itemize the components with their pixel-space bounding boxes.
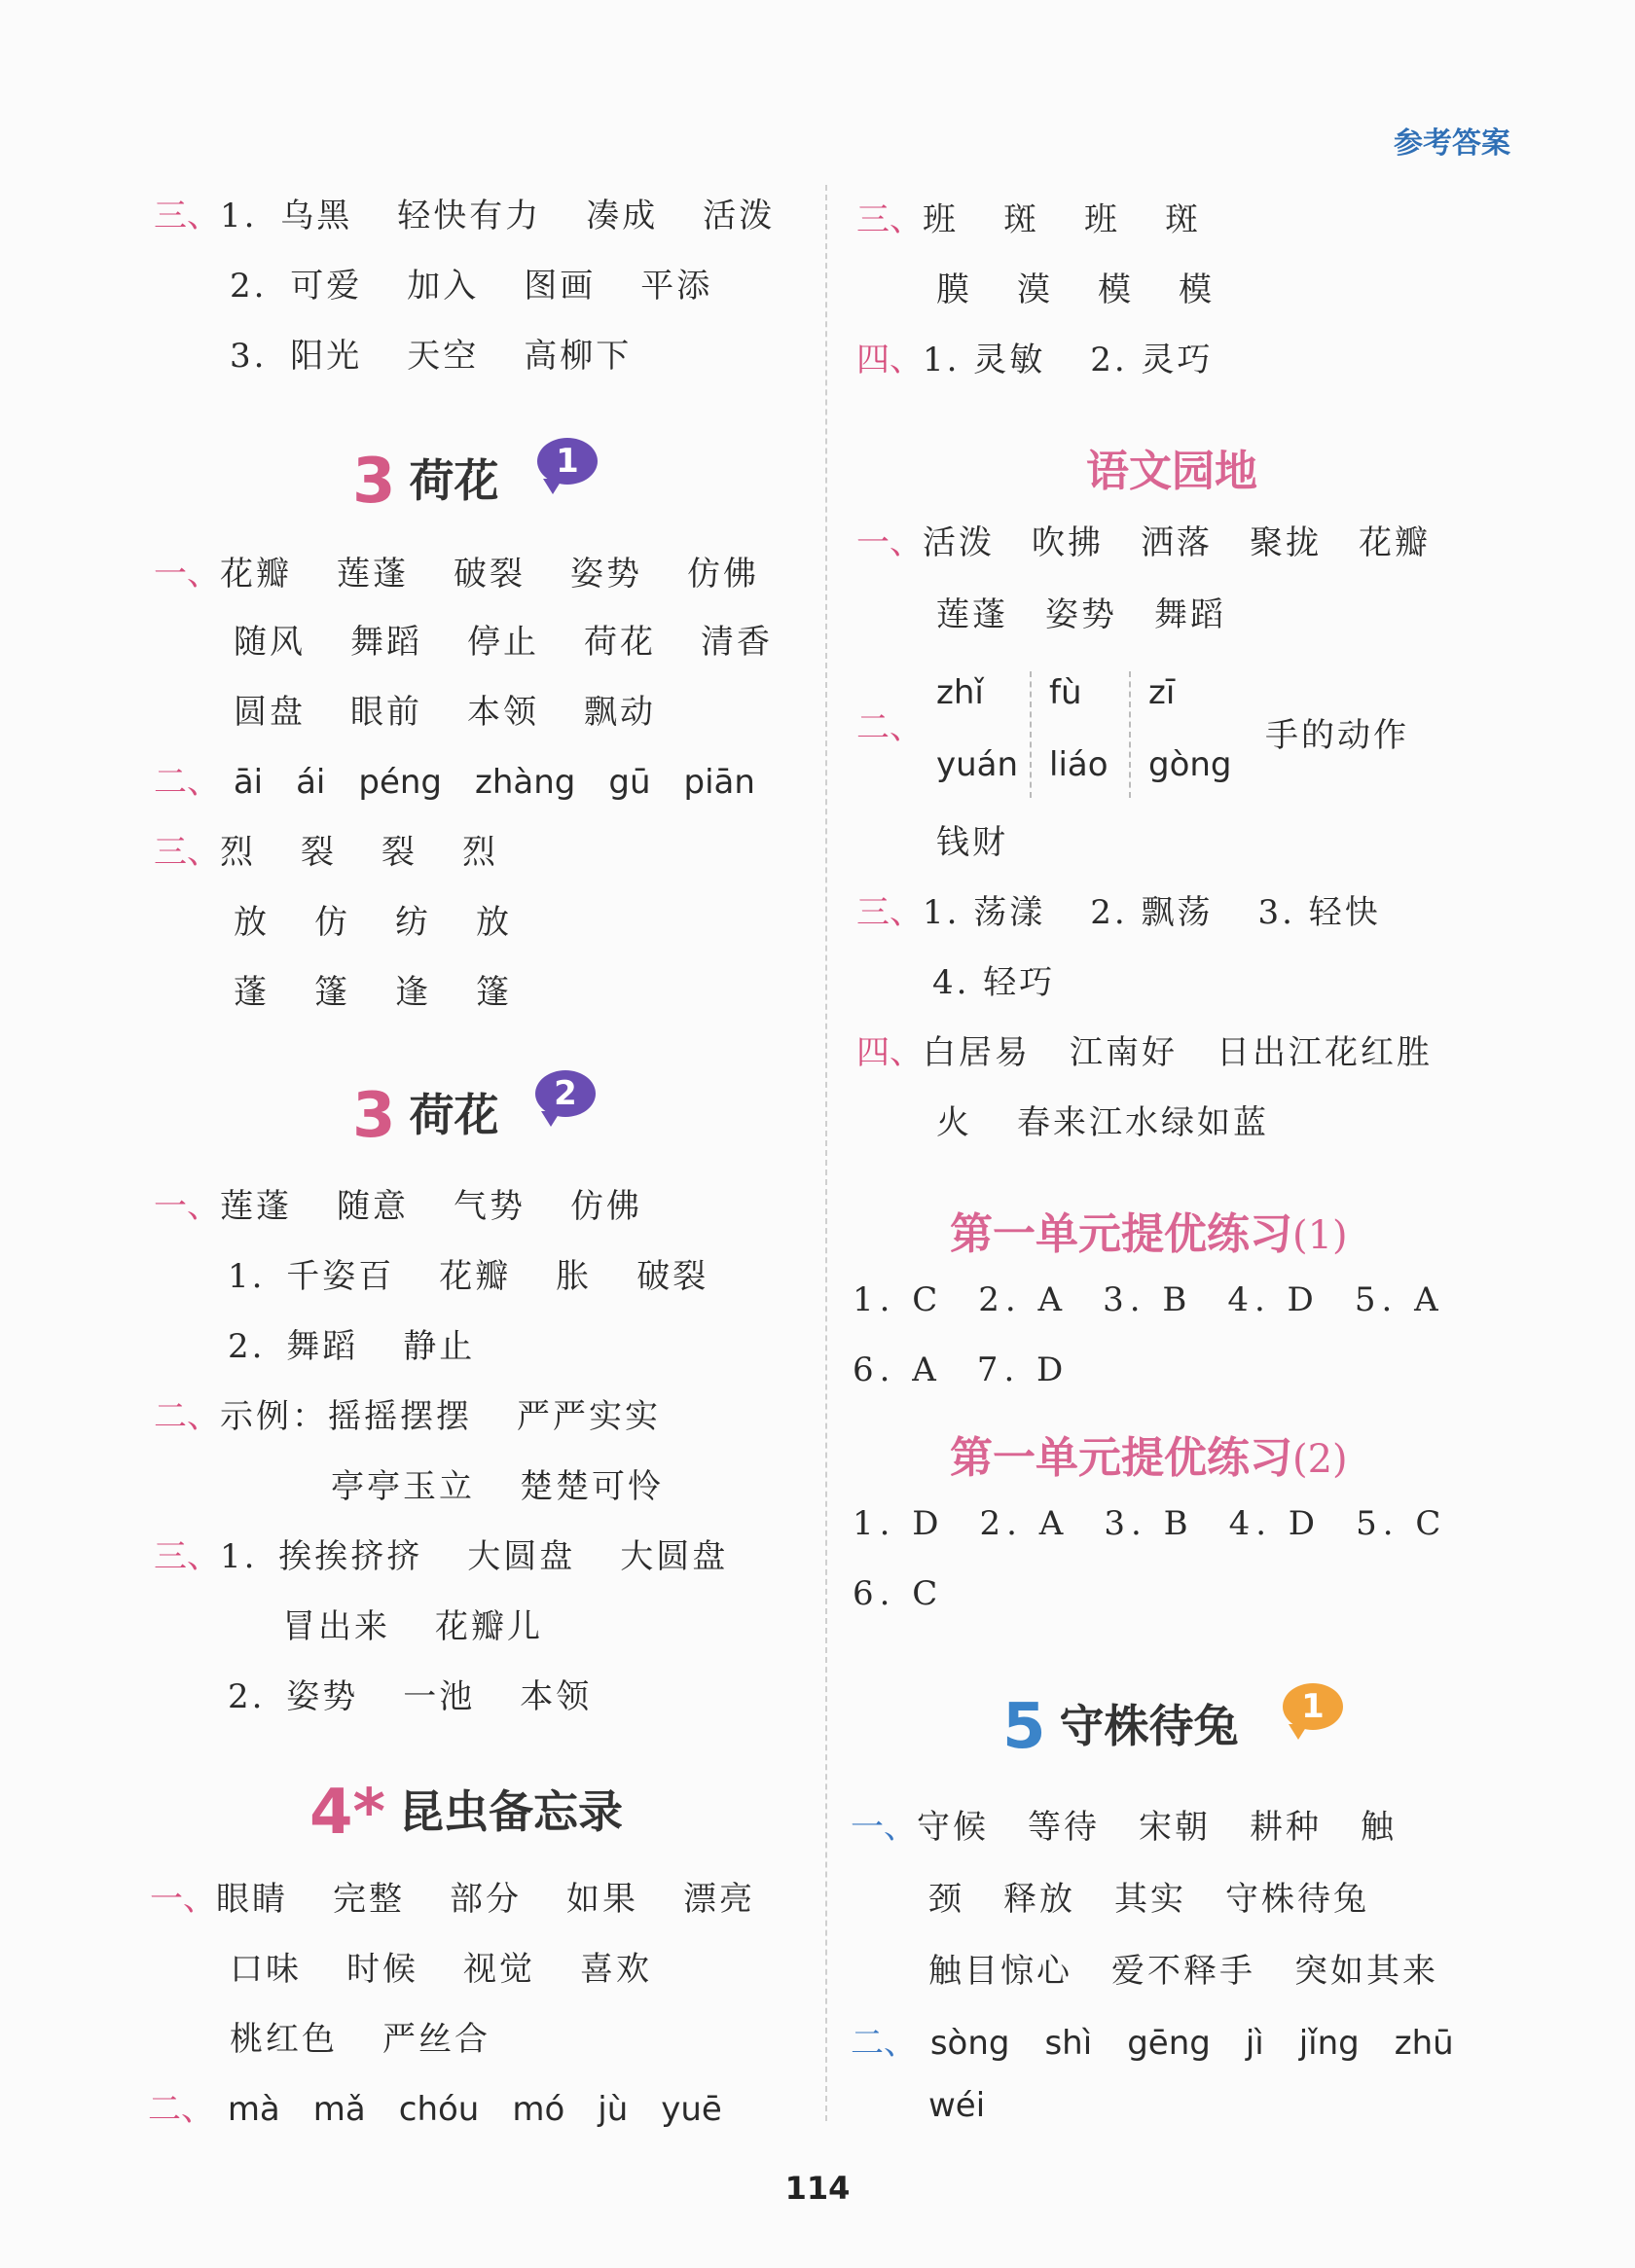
- page-number: 114: [784, 2170, 851, 2207]
- yw-er-after: 钱财: [936, 823, 1008, 862]
- l5-yi-row1: 一、守候 等待 宋朝 耕种 触: [851, 1808, 1397, 1847]
- yuwen-yuandi-title: 语文园地: [1086, 447, 1257, 496]
- lesson-badge-1: 1: [537, 438, 598, 485]
- l4-er-row: 二、 mà mǎ chóu mó jù yuē: [148, 2090, 722, 2129]
- l3a-yi-row3: 圆盘 眼前 本领 飘动: [234, 693, 656, 732]
- l4-yi-row3: 桃红色 严丝合: [230, 2020, 490, 2059]
- l3b-yi-sub1: 1. 千姿百 花瓣 胀 破裂: [228, 1257, 709, 1296]
- unit1-line2: 6. A 7. D: [853, 1350, 1070, 1389]
- lesson-5-badge: 1: [1283, 1683, 1343, 1730]
- yw-san-line2: 4. 轻巧: [932, 963, 1056, 1002]
- l3b-er-row2: 亭亭玉立 楚楚可怜: [331, 1467, 664, 1506]
- l3b-er-row1: 二、示例：摇摇摆摆 严严实实: [154, 1397, 661, 1436]
- lesson-3-title-2: 3 荷花: [352, 1080, 499, 1152]
- column-divider: [825, 185, 827, 2121]
- unit2-line2: 6. C: [853, 1574, 944, 1613]
- yw-si-line1: 四、白居易 江南好 日出江花红胜: [856, 1033, 1433, 1072]
- l3a-san-row2: 放 仿 纺 放: [234, 903, 512, 942]
- l4-yi-row1: 一、眼睛 完整 部分 如果 漂亮: [150, 1880, 755, 1919]
- unit1-line1: 1. C 2. A 3. B 4. D 5. A: [853, 1280, 1444, 1319]
- lesson-5-title: 5 守株待兔: [1002, 1691, 1239, 1763]
- yw-er-divider-1: [1030, 671, 1032, 798]
- l3a-san-row3: 蓬 篷 逢 篷: [234, 973, 512, 1012]
- r-san-row1: 三、班 斑 班 斑: [856, 200, 1201, 239]
- l3b-san-sub2: 2. 姿势 一池 本领: [228, 1677, 593, 1716]
- left-san-line3: 3. 阳光 天空 高柳下: [230, 337, 633, 376]
- l4-yi-row2: 口味 时候 视觉 喜欢: [230, 1950, 652, 1989]
- yw-yi-row1: 一、活泼 吹拂 洒落 聚拢 花瓣: [856, 523, 1431, 562]
- r-si-row: 四、1. 灵敏 2. 灵巧: [856, 341, 1214, 379]
- left-san-line2: 2. 可爱 加入 图画 平添: [230, 267, 713, 306]
- yw-si-line2: 火 春来江水绿如蓝: [936, 1103, 1269, 1142]
- l3b-yi-row: 一、莲蓬 随意 气势 仿佛: [154, 1187, 642, 1226]
- l3a-yi-row2: 随风 舞蹈 停止 荷花 清香: [234, 623, 773, 662]
- l5-yi-row2: 颈 释放 其实 守株待兔: [928, 1880, 1369, 1919]
- unit2-title: 第一单元提优练习(2): [950, 1433, 1348, 1483]
- yw-er-label: 二、: [856, 708, 923, 747]
- l3b-san-sub1: 三、1. 挨挨挤挤 大圆盘 大圆盘: [154, 1537, 729, 1576]
- yw-er-note: 手的动作: [1265, 716, 1409, 755]
- l3a-er-row: 二、 āi ái péng zhàng gū piān: [154, 763, 755, 802]
- r-san-row2: 膜 漠 模 模: [936, 270, 1215, 309]
- l5-yi-row3: 触目惊心 爱不释手 突如其来: [928, 1952, 1438, 1991]
- lesson-badge-2: 2: [535, 1070, 596, 1117]
- unit1-title: 第一单元提优练习(1): [950, 1209, 1348, 1259]
- lesson-3-title-1: 3 荷花: [352, 446, 499, 518]
- yw-yi-row2: 莲蓬 姿势 舞蹈: [936, 595, 1226, 634]
- yw-er-divider-2: [1129, 671, 1131, 798]
- yw-san-line1: 三、1. 荡漾 2. 飘荡 3. 轻快: [856, 893, 1381, 932]
- l5-er-last: wéi: [928, 2086, 986, 2125]
- unit2-line1: 1. D 2. A 3. B 4. D 5. C: [853, 1504, 1447, 1543]
- left-san-line1: 三、1. 乌黑 轻快有力 凑成 活泼: [154, 197, 776, 235]
- l3b-yi-sub2: 2. 舞蹈 静止: [228, 1327, 476, 1366]
- l3a-san-row1: 三、烈 裂 裂 烈: [154, 833, 498, 872]
- page-header: 参考答案: [1394, 126, 1510, 161]
- l3a-yi-row1: 一、花瓣 莲蓬 破裂 姿势 仿佛: [154, 555, 759, 594]
- l5-er-row: 二、 sòng shì gēng jì jǐng zhū: [851, 2024, 1454, 2063]
- lesson-4-title: 4* 昆虫备忘录: [309, 1777, 623, 1849]
- l3b-san-sub1b: 冒出来 花瓣儿: [282, 1607, 543, 1646]
